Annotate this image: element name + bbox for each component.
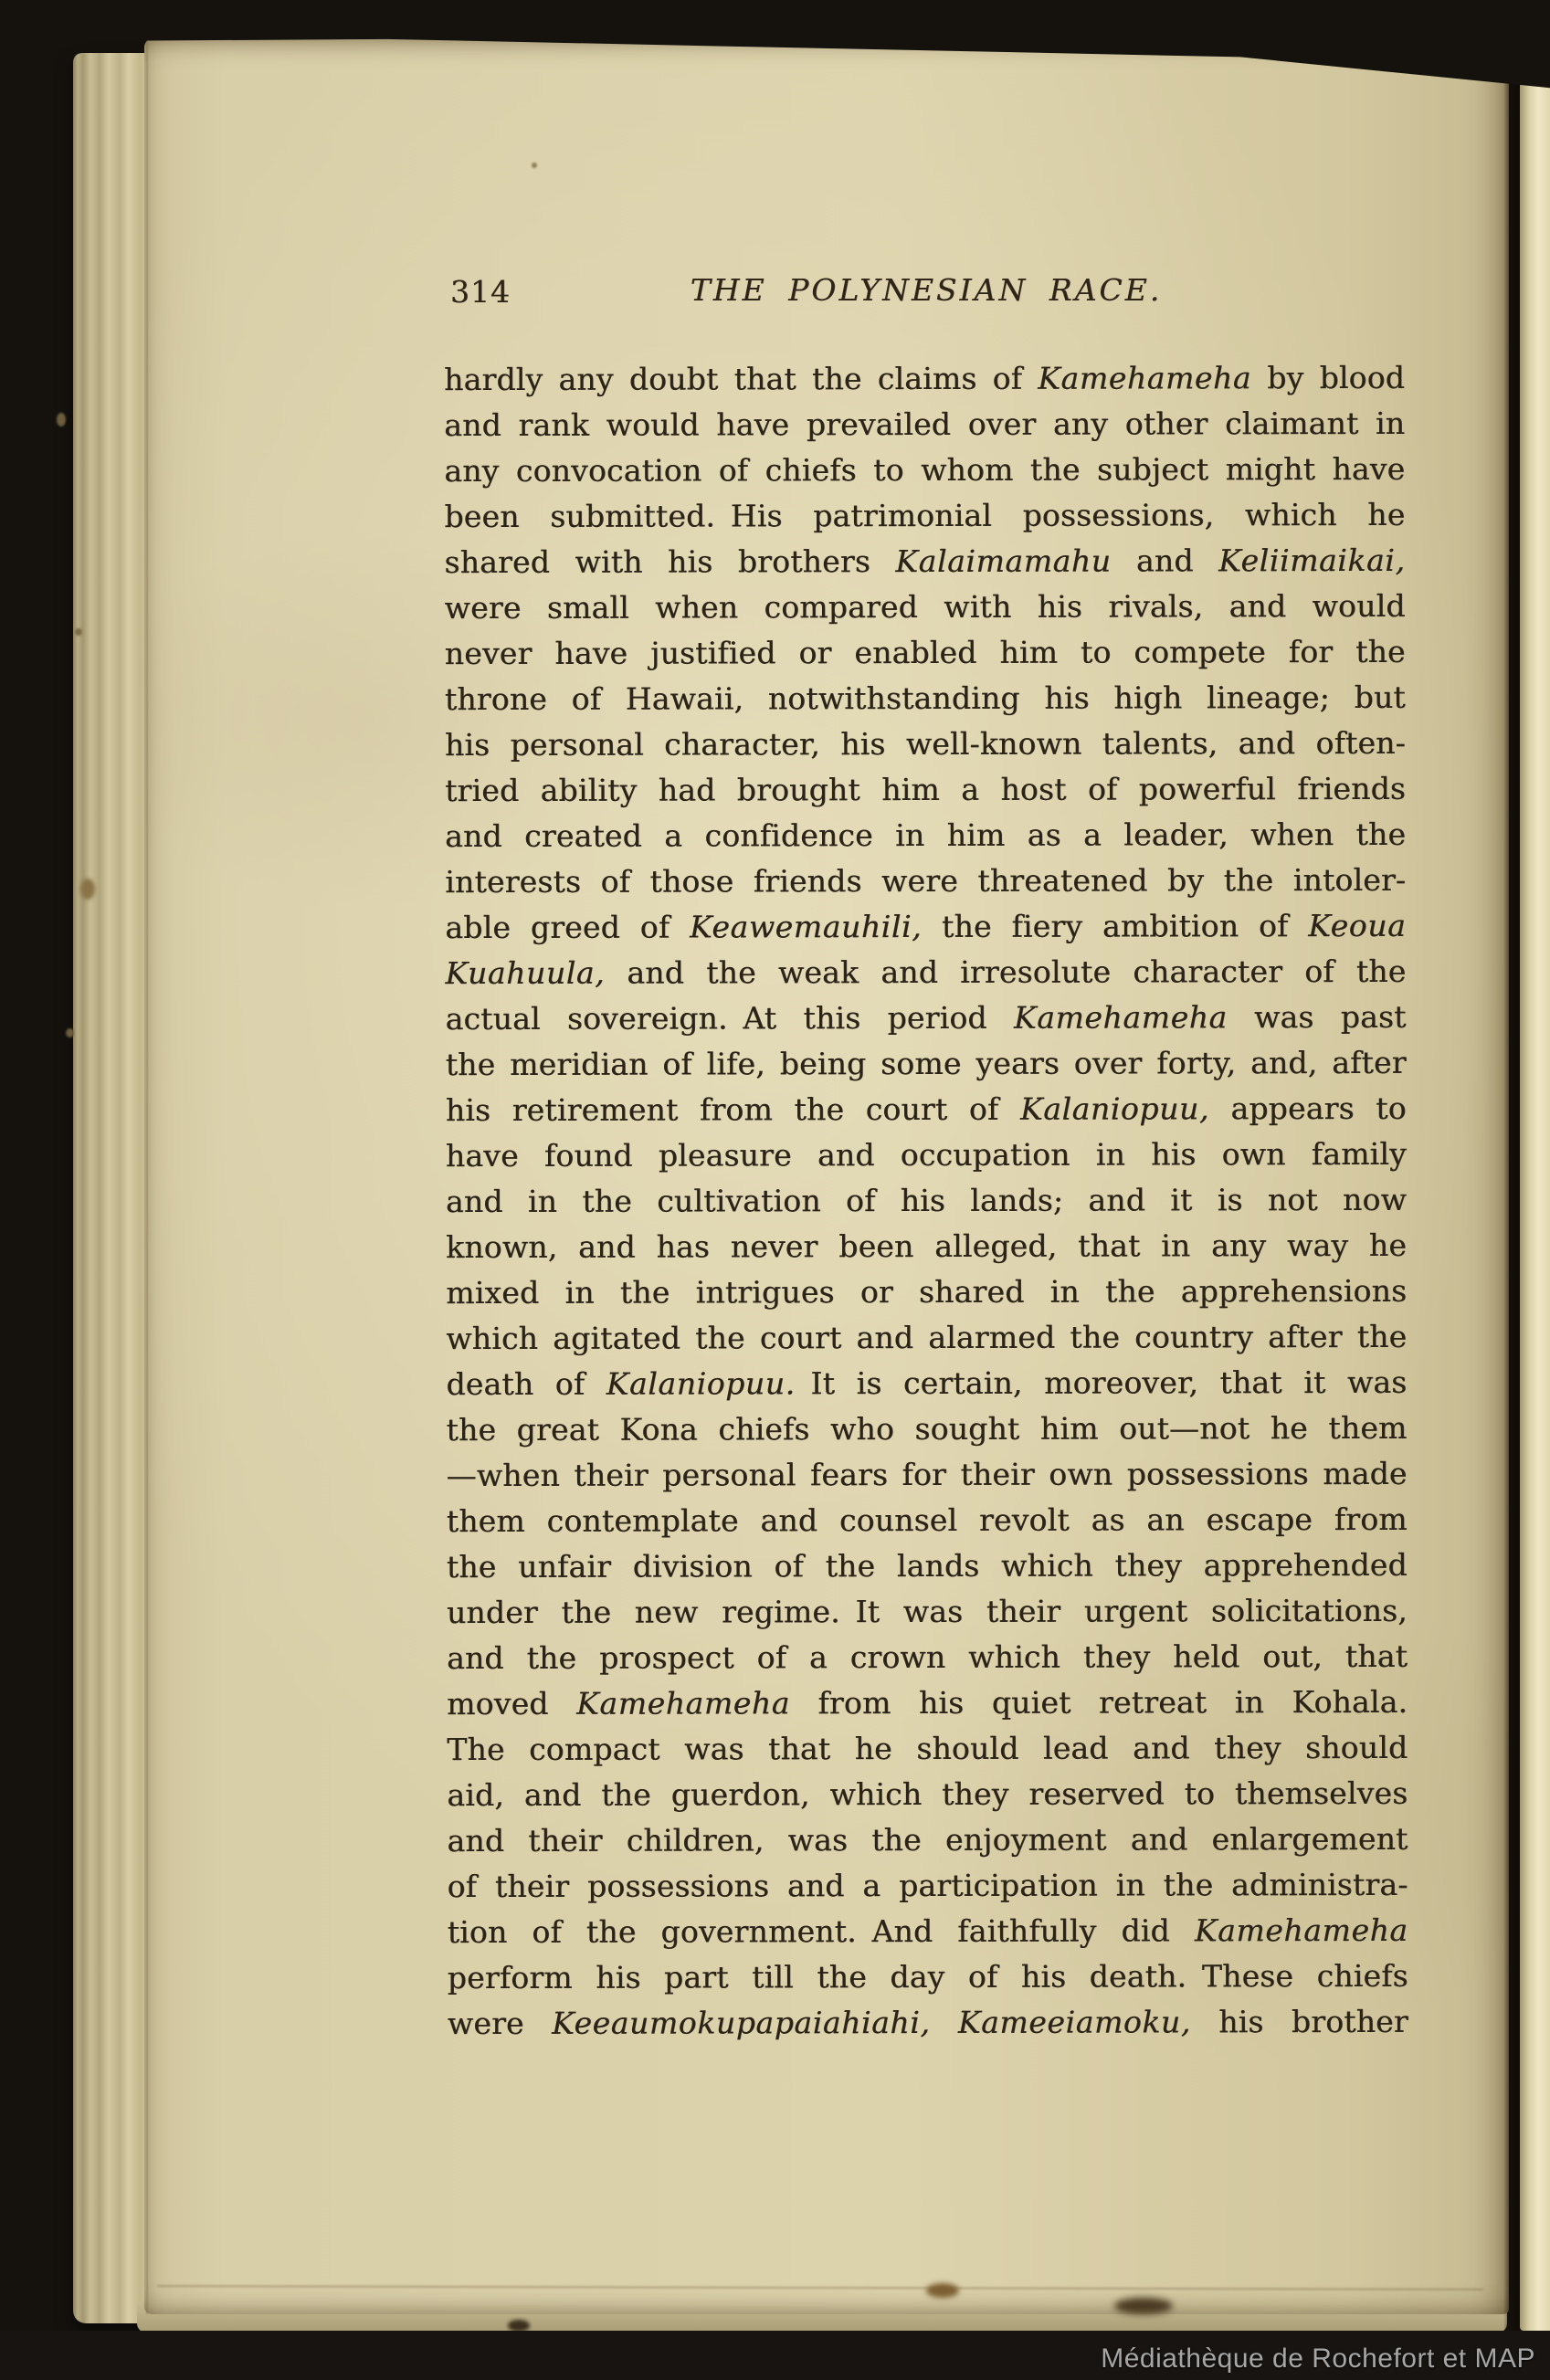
foxing-spot	[80, 879, 95, 900]
text-line: his personal character, his well-known talents, and often-	[444, 724, 1406, 763]
next-page-edge	[1520, 79, 1550, 2331]
book-page	[144, 38, 1509, 2314]
text-line: the great Kona chiefs who sought him out—not he them	[446, 1409, 1408, 1448]
text-line: tried ability had brought him a host of powerful friends	[445, 770, 1407, 809]
text-line: the unfair division of the lands which they apprehended	[446, 1546, 1408, 1585]
foxing-spot	[532, 163, 537, 168]
text-line: —when their personal fears for their own possessions made	[446, 1455, 1408, 1494]
text-line: been submitted. His patrimonial possessions, which he	[444, 496, 1406, 535]
foxing-spot	[1114, 2298, 1173, 2314]
text-line: death of Kalaniopuu. It is certain, moreover, that it was	[446, 1364, 1408, 1403]
text-line: throne of Hawaii, notwithstanding his high lineage; but	[444, 679, 1406, 718]
bottom-crease	[157, 2285, 1483, 2290]
text-line: of their possessions and a participation in the administra-	[447, 1866, 1408, 1905]
library-watermark: Médiathèque de Rochefort et MAP	[1101, 2343, 1535, 2374]
text-line: were Keeaumokupapaiahiahi, Kameeiamoku, his brother	[447, 2003, 1408, 2042]
text-line: have found pleasure and occupation in his own family	[445, 1135, 1407, 1174]
text-line: shared with his brothers Kalaimamahu and Keliimaikai,	[444, 542, 1406, 581]
running-title: THE POLYNESIAN RACE.	[690, 272, 1163, 308]
text-line: and their children, was the enjoyment and enlargement	[447, 1820, 1408, 1859]
gutter-shadow	[1503, 55, 1522, 2331]
text-line: perform his part till the day of his death. These chiefs	[447, 1957, 1408, 1996]
foxing-spot	[926, 2283, 959, 2298]
text-line: the meridian of life, being some years over forty, and, after	[445, 1044, 1407, 1083]
text-line: hardly any doubt that the claims of Kamehameha by blood	[444, 359, 1406, 398]
foxing-spot	[57, 413, 66, 427]
foxing-spot	[66, 1028, 74, 1037]
text-line: never have justified or enabled him to compete for the	[444, 633, 1406, 672]
text-line: aid, and the guerdon, which they reserved to themselves	[447, 1774, 1408, 1814]
body-text	[444, 355, 1408, 2047]
text-line: which agitated the court and alarmed the country after the	[446, 1318, 1408, 1357]
page-number: 314	[450, 274, 511, 310]
text-line: and created a confidence in him as a leader, when the	[445, 816, 1407, 855]
text-line: able greed of Keawemauhili, the fiery ambition of Keoua	[445, 907, 1407, 946]
text-line: tion of the government. And faithfully did Kamehameha	[447, 1911, 1408, 1951]
foxing-spot	[75, 628, 82, 636]
text-line: Kuahuula, and the weak and irresolute character of the	[445, 953, 1407, 992]
page-fold-line	[146, 38, 148, 2314]
text-line: and rank would have prevailed over any other claimant in	[444, 405, 1406, 444]
text-line: any convocation of chiefs to whom the subject might have	[444, 450, 1406, 490]
text-line: and in the cultivation of his lands; and it is not now	[445, 1181, 1408, 1220]
text-line: known, and has never been alleged, that in any way he	[446, 1227, 1408, 1266]
text-line: interests of those friends were threatened by the intoler-	[445, 861, 1407, 900]
text-line: his retirement from the court of Kalaniopuu, appears to	[445, 1090, 1407, 1129]
text-line: were small when compared with his rivals, and would	[444, 587, 1406, 627]
scanner-bed-band	[0, 2331, 1550, 2380]
text-line: them contemplate and counsel revolt as an escape from	[446, 1501, 1408, 1540]
text-line: under the new regime. It was their urgent solicitations,	[446, 1592, 1408, 1631]
page-stack-fore-edges	[73, 53, 153, 2323]
text-line: moved Kamehameha from his quiet retreat in Kohala.	[447, 1683, 1408, 1722]
text-line: mixed in the intrigues or shared in the apprehensions	[446, 1272, 1408, 1311]
text-line: actual sovereign. At this period Kamehameha was past	[445, 998, 1407, 1037]
text-line: and the prospect of a crown which they held out, that	[447, 1638, 1408, 1677]
text-line: The compact was that he should lead and they should	[447, 1729, 1408, 1768]
